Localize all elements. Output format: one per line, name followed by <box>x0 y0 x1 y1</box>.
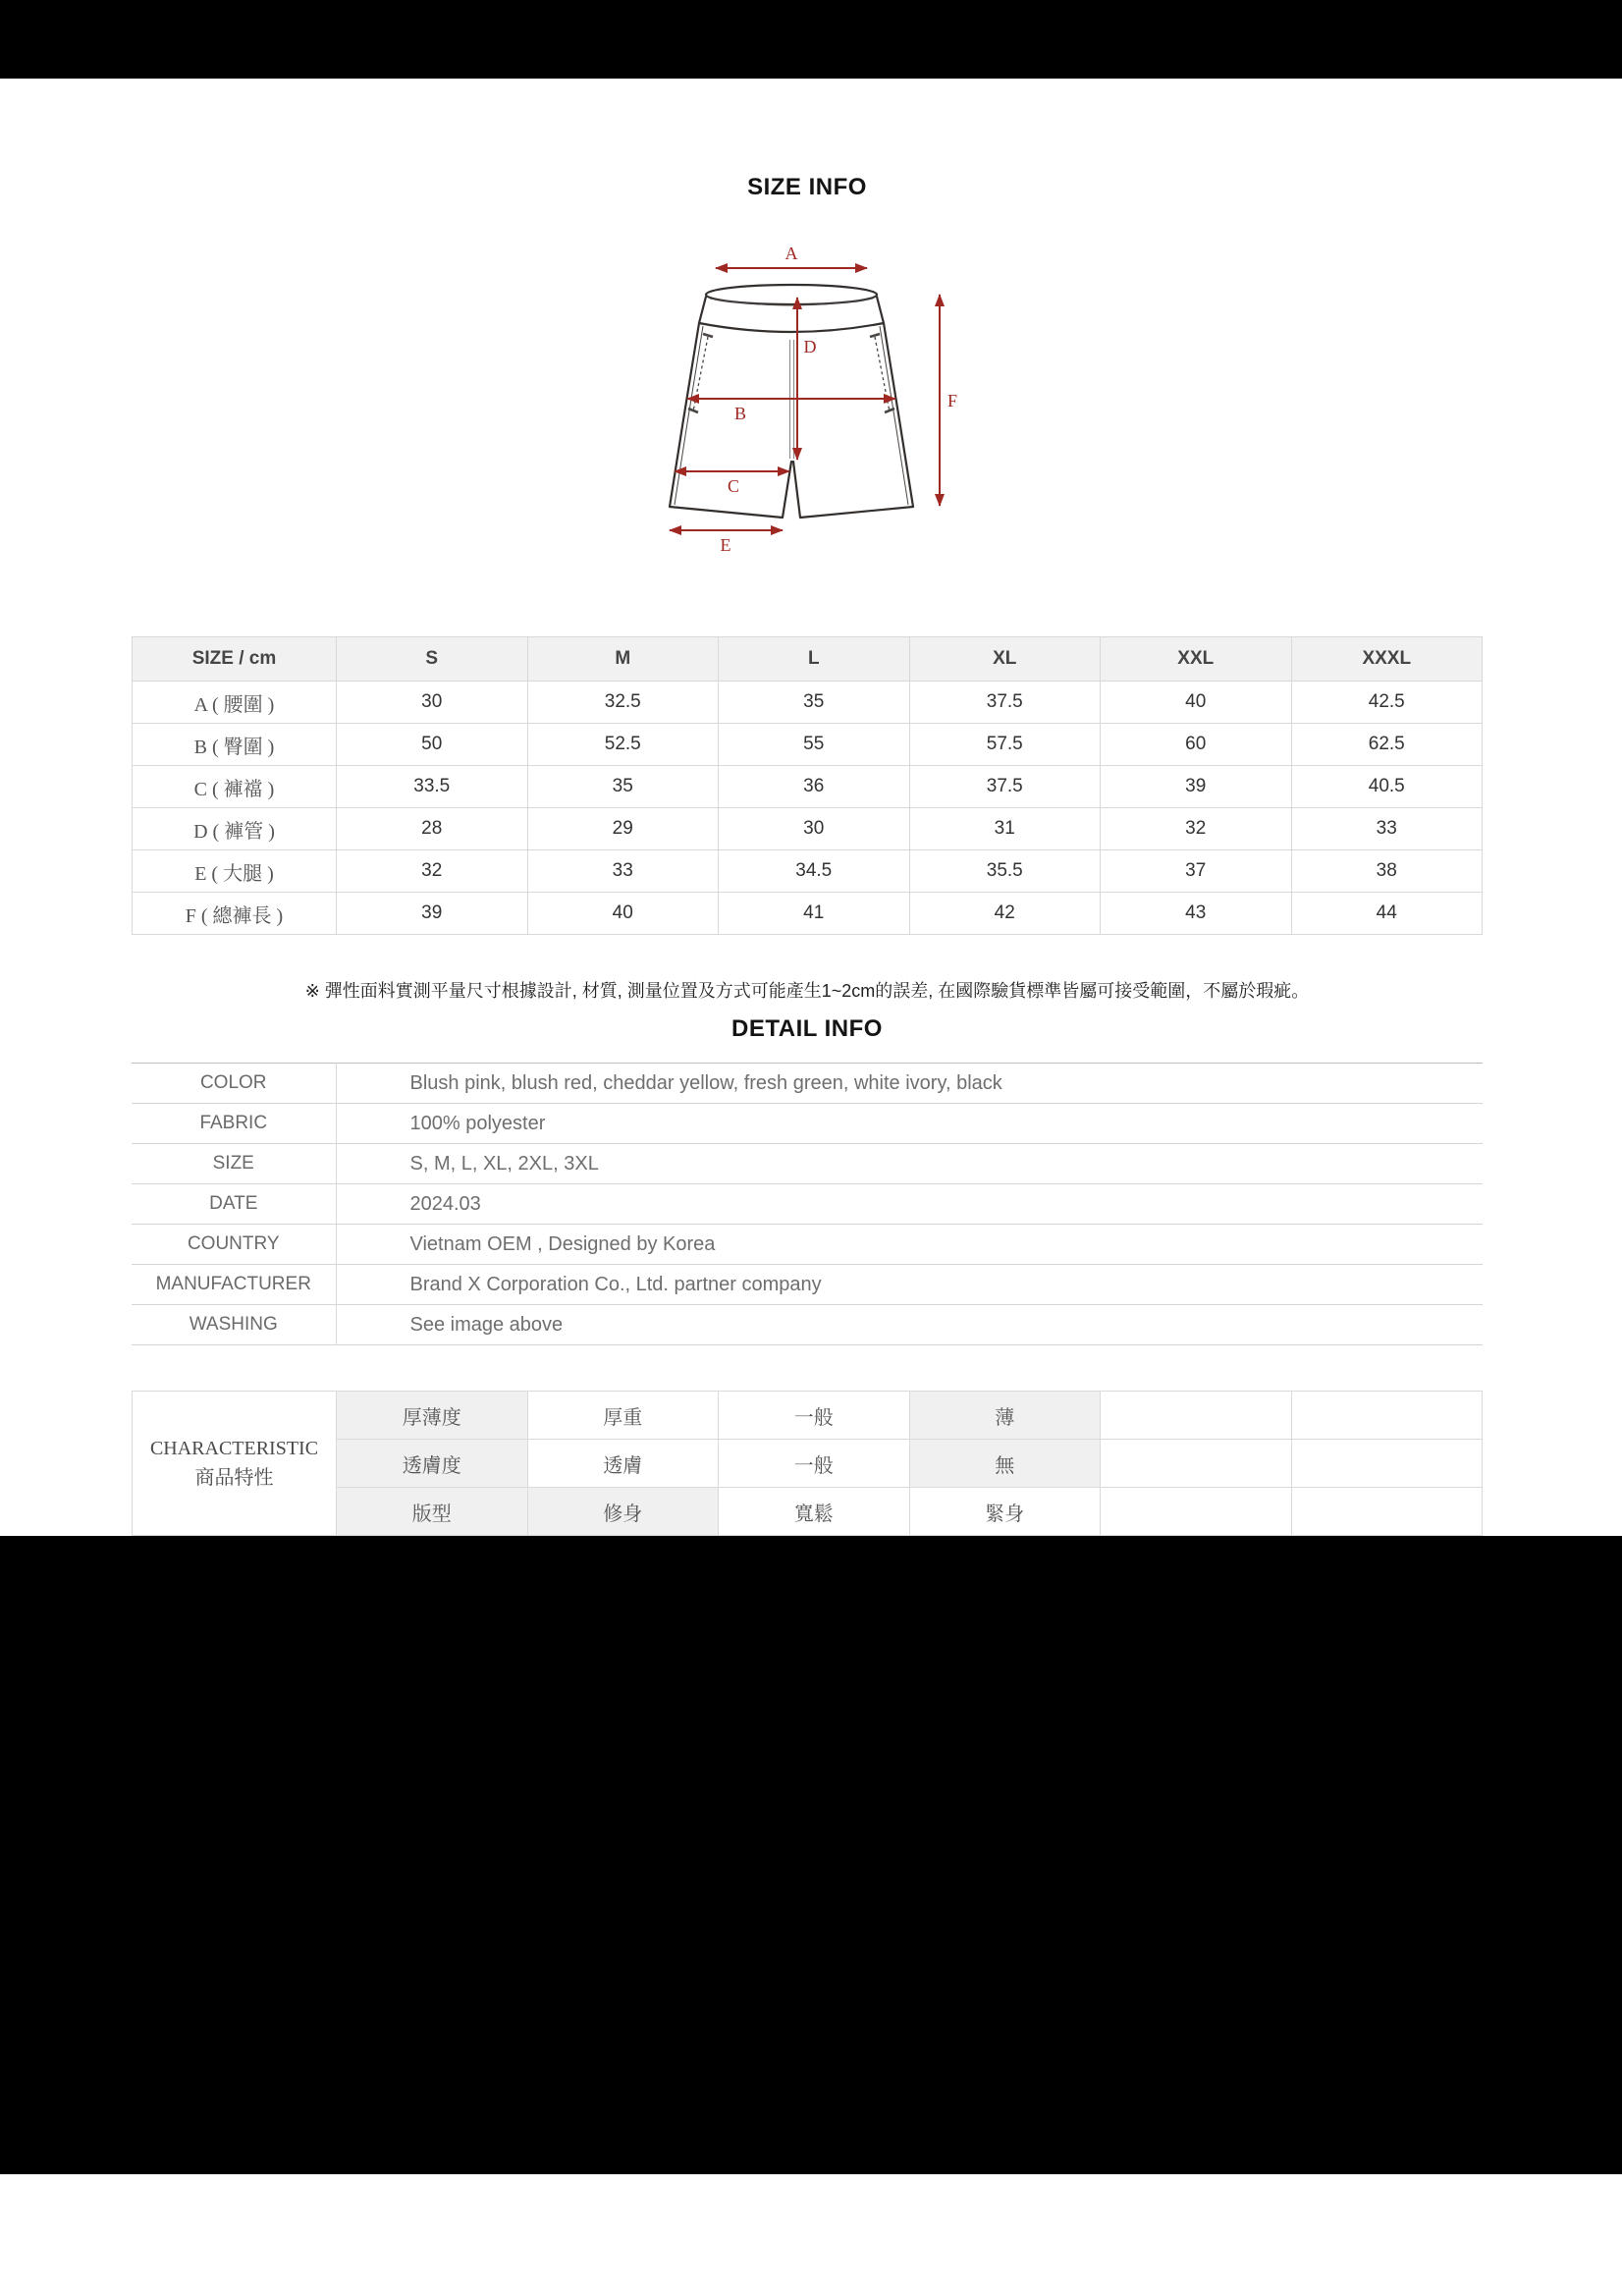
size-value-cell: 32 <box>337 850 528 893</box>
size-value-cell: 42.5 <box>1291 682 1483 724</box>
detail-table-body <box>132 1064 1483 1345</box>
size-row-label: B ( 臀圍 ) <box>133 724 337 766</box>
char-header-cell <box>133 1392 337 1536</box>
char-category-cell: 版型 <box>337 1488 528 1536</box>
detail-label: COLOR <box>132 1064 336 1104</box>
shorts-measurement-diagram <box>132 239 1483 563</box>
char-row <box>133 1392 1483 1440</box>
size-table-row <box>133 850 1483 893</box>
detail-row <box>132 1184 1483 1225</box>
size-col-header: M <box>527 637 719 682</box>
size-info-title: SIZE INFO <box>747 174 867 200</box>
detail-row <box>132 1305 1483 1345</box>
size-value-cell: 44 <box>1291 893 1483 935</box>
measure-label-c: C <box>727 476 740 496</box>
char-option-cell: 一般 <box>719 1392 910 1440</box>
char-empty-cell <box>1291 1440 1483 1488</box>
detail-value: Brand X Corporation Co., Ltd. partner company <box>409 1273 822 1295</box>
size-col-header: L <box>719 637 910 682</box>
char-category-cell: 厚薄度 <box>337 1392 528 1440</box>
size-row-label: D ( 褲管 ) <box>133 808 337 850</box>
size-value-cell: 35 <box>527 766 719 808</box>
measure-label-a: A <box>784 244 798 263</box>
char-empty-cell <box>1101 1392 1292 1440</box>
tolerance-note: ※ 彈性面料實測平量尺寸根據設計, 材質, 測量位置及方式可能產生1~2cm的誤差, 在國際驗貨標準皆屬可接受範圍，不屬於瑕疵。 <box>304 981 1310 1001</box>
size-value-cell: 33 <box>1291 808 1483 850</box>
char-option-cell: 透膚 <box>527 1440 719 1488</box>
size-value-cell: 28 <box>337 808 528 850</box>
size-value-cell: 30 <box>337 682 528 724</box>
size-table-row <box>133 893 1483 935</box>
size-col-header: XXXL <box>1291 637 1483 682</box>
seam-detail-lines <box>675 299 908 505</box>
top-black-bar <box>0 0 1622 79</box>
detail-value: Vietnam OEM , Designed by Korea <box>409 1232 716 1255</box>
size-value-cell: 43 <box>1101 893 1292 935</box>
size-table-row <box>133 766 1483 808</box>
detail-label: FABRIC <box>132 1104 336 1144</box>
size-row-label: A ( 腰圍 ) <box>133 682 337 724</box>
size-value-cell: 29 <box>527 808 719 850</box>
size-value-cell: 40 <box>1101 682 1292 724</box>
char-option-cell: 修身 <box>527 1488 719 1536</box>
char-option-cell: 一般 <box>719 1440 910 1488</box>
measure-label-e: E <box>720 535 731 555</box>
detail-info-title: DETAIL INFO <box>731 1015 883 1042</box>
size-table <box>132 636 1483 935</box>
char-category-cell: 透膚度 <box>337 1440 528 1488</box>
char-empty-cell <box>1101 1488 1292 1536</box>
size-value-cell: 40.5 <box>1291 766 1483 808</box>
size-value-cell: 34.5 <box>719 850 910 893</box>
size-value-cell: 60 <box>1101 724 1292 766</box>
size-value-cell: 32 <box>1101 808 1292 850</box>
size-info-page <box>132 79 1483 1536</box>
size-unit-header: SIZE / cm <box>133 637 337 682</box>
detail-label: COUNTRY <box>132 1225 336 1265</box>
size-value-cell: 37.5 <box>909 766 1101 808</box>
detail-row <box>132 1144 1483 1184</box>
char-option-cell: 緊身 <box>909 1488 1101 1536</box>
size-table-header-row <box>133 637 1483 682</box>
measure-label-f: F <box>946 391 958 410</box>
bottom-black-bar <box>0 1536 1622 2174</box>
size-value-cell: 33 <box>527 850 719 893</box>
size-value-cell: 39 <box>1101 766 1292 808</box>
detail-row <box>132 1104 1483 1144</box>
char-empty-cell <box>1291 1488 1483 1536</box>
size-row-label: C ( 褲襠 ) <box>133 766 337 808</box>
size-value-cell: 57.5 <box>909 724 1101 766</box>
size-row-label: E ( 大腿 ) <box>133 850 337 893</box>
size-value-cell: 37.5 <box>909 682 1101 724</box>
size-table-body <box>133 682 1483 935</box>
size-value-cell: 62.5 <box>1291 724 1483 766</box>
size-value-cell: 36 <box>719 766 910 808</box>
detail-value: S, M, L, XL, 2XL, 3XL <box>409 1152 599 1175</box>
size-value-cell: 33.5 <box>337 766 528 808</box>
detail-label: SIZE <box>132 1144 336 1184</box>
size-value-cell: 52.5 <box>527 724 719 766</box>
detail-label: DATE <box>132 1184 336 1225</box>
detail-table <box>132 1063 1483 1345</box>
size-value-cell: 39 <box>337 893 528 935</box>
size-value-cell: 40 <box>527 893 719 935</box>
detail-value: See image above <box>409 1313 564 1336</box>
detail-row <box>132 1064 1483 1104</box>
measure-label-d: D <box>803 337 817 356</box>
char-title-en: CHARACTERISTIC <box>149 1438 319 1459</box>
char-option-cell: 薄 <box>909 1392 1101 1440</box>
char-option-cell: 厚重 <box>527 1392 719 1440</box>
characteristic-table <box>132 1391 1483 1536</box>
size-value-cell: 38 <box>1291 850 1483 893</box>
size-col-header: XXL <box>1101 637 1292 682</box>
detail-value: 100% polyester <box>409 1112 546 1134</box>
detail-value: Blush pink, blush red, cheddar yellow, fresh green, white ivory, black <box>409 1071 1002 1094</box>
shorts-outline <box>670 285 913 518</box>
detail-row <box>132 1265 1483 1305</box>
size-table-row <box>133 682 1483 724</box>
detail-label: MANUFACTURER <box>132 1265 336 1305</box>
shorts-diagram-svg <box>645 239 969 563</box>
detail-row <box>132 1225 1483 1265</box>
size-value-cell: 31 <box>909 808 1101 850</box>
measure-label-b: B <box>733 404 747 423</box>
size-row-label: F ( 總褲長 ) <box>133 893 337 935</box>
size-table-row <box>133 724 1483 766</box>
size-value-cell: 42 <box>909 893 1101 935</box>
size-value-cell: 41 <box>719 893 910 935</box>
size-value-cell: 37 <box>1101 850 1292 893</box>
size-value-cell: 35 <box>719 682 910 724</box>
size-value-cell: 55 <box>719 724 910 766</box>
char-empty-cell <box>1101 1440 1292 1488</box>
char-option-cell: 無 <box>909 1440 1101 1488</box>
size-col-header: S <box>337 637 528 682</box>
characteristic-table-body <box>133 1392 1483 1536</box>
detail-label: WASHING <box>132 1305 336 1345</box>
size-value-cell: 32.5 <box>527 682 719 724</box>
size-table-row <box>133 808 1483 850</box>
char-title-zh: 商品特性 <box>194 1467 274 1489</box>
detail-value: 2024.03 <box>409 1192 481 1215</box>
size-value-cell: 30 <box>719 808 910 850</box>
char-option-cell: 寬鬆 <box>719 1488 910 1536</box>
char-empty-cell <box>1291 1392 1483 1440</box>
size-value-cell: 50 <box>337 724 528 766</box>
size-value-cell: 35.5 <box>909 850 1101 893</box>
size-col-header: XL <box>909 637 1101 682</box>
